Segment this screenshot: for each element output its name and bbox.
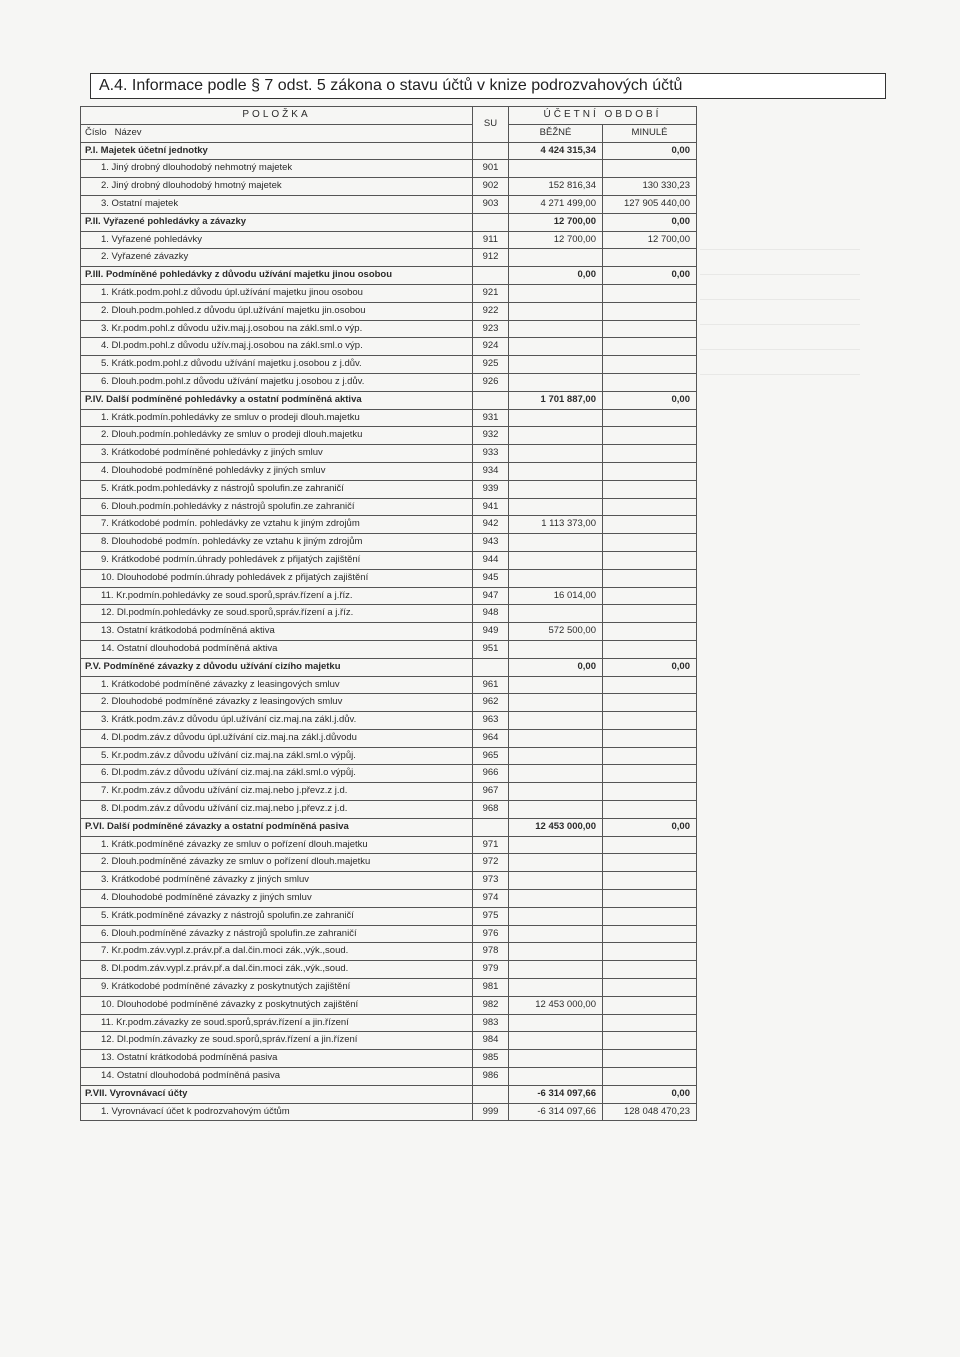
row-minule — [603, 338, 697, 356]
table-row — [81, 961, 697, 979]
header-cislo: Číslo — [85, 126, 107, 138]
row-su: 963 — [473, 712, 509, 730]
row-su: 975 — [473, 907, 509, 925]
row-name: 8. Dl.podm.záv.z důvodu užívání ciz.maj.nebo j.převz.z j.d. — [81, 801, 473, 819]
row-su: 951 — [473, 640, 509, 658]
row-bezne: 12 700,00 — [509, 213, 603, 231]
row-name: P.III. Podmíněné pohledávky z důvodu užívání majetku jinou osobou — [81, 267, 473, 285]
row-bezne: 0,00 — [509, 658, 603, 676]
row-su: 984 — [473, 1032, 509, 1050]
row-bezne — [509, 427, 603, 445]
podrozvaha-table-container — [80, 106, 696, 1121]
table-row — [81, 996, 697, 1014]
row-bezne — [509, 569, 603, 587]
row-minule — [603, 534, 697, 552]
section-row — [81, 142, 697, 160]
table-body — [81, 142, 697, 1121]
row-bezne — [509, 338, 603, 356]
table-row — [81, 1103, 697, 1121]
row-bezne — [509, 783, 603, 801]
table-row — [81, 516, 697, 534]
row-name: 4. Dl.podm.pohl.z důvodu užív.maj.j.osobou na zákl.sml.o výp. — [81, 338, 473, 356]
row-minule — [603, 1014, 697, 1032]
row-bezne: 16 014,00 — [509, 587, 603, 605]
row-bezne: 572 500,00 — [509, 623, 603, 641]
row-bezne: 4 271 499,00 — [509, 195, 603, 213]
row-su: 947 — [473, 587, 509, 605]
row-minule — [603, 783, 697, 801]
row-bezne — [509, 1032, 603, 1050]
row-su: 981 — [473, 979, 509, 997]
row-su: 983 — [473, 1014, 509, 1032]
section-row — [81, 658, 697, 676]
table-row — [81, 160, 697, 178]
table-row — [81, 854, 697, 872]
row-minule — [603, 640, 697, 658]
row-minule — [603, 320, 697, 338]
table-row — [81, 178, 697, 196]
row-bezne — [509, 462, 603, 480]
table-row — [81, 747, 697, 765]
row-minule — [603, 284, 697, 302]
row-name: 6. Dl.podm.záv.z důvodu užívání ciz.maj.na zákl.sml.o výpůj. — [81, 765, 473, 783]
row-su: 986 — [473, 1068, 509, 1086]
table-row — [81, 284, 697, 302]
row-name: 2. Vyřazené závazky — [81, 249, 473, 267]
row-name: 8. Dl.podm.záv.vypl.z.práv.př.a dal.čin.moci zák.,výk.,soud. — [81, 961, 473, 979]
row-minule: 0,00 — [603, 1085, 697, 1103]
row-name: 4. Dlouhodobé podmíněné pohledávky z jiných smluv — [81, 462, 473, 480]
header-obdobi: ÚČETNÍ OBDOBÍ — [509, 107, 697, 125]
row-bezne — [509, 907, 603, 925]
row-su — [473, 391, 509, 409]
row-su: 932 — [473, 427, 509, 445]
row-name: 6. Dlouh.podmín.pohledávky z nástrojů spolufin.ze zahraničí — [81, 498, 473, 516]
row-name: 10. Dlouhodobé podmín.úhrady pohledávek z přijatých zajištění — [81, 569, 473, 587]
row-bezne — [509, 605, 603, 623]
section-title — [90, 73, 886, 99]
row-bezne — [509, 979, 603, 997]
row-bezne — [509, 872, 603, 890]
row-su — [473, 213, 509, 231]
row-su: 999 — [473, 1103, 509, 1121]
row-su — [473, 818, 509, 836]
table-row — [81, 1050, 697, 1068]
row-name: 10. Dlouhodobé podmíněné závazky z poskytnutých zajištění — [81, 996, 473, 1014]
row-su — [473, 142, 509, 160]
row-name: 1. Krátk.podmíněné závazky ze smluv o pořízení dlouh.majetku — [81, 836, 473, 854]
row-su: 962 — [473, 694, 509, 712]
row-minule: 12 700,00 — [603, 231, 697, 249]
row-bezne — [509, 302, 603, 320]
row-su: 923 — [473, 320, 509, 338]
row-su: 921 — [473, 284, 509, 302]
faded-background-text — [700, 225, 860, 1125]
row-name: 14. Ostatní dlouhodobá podmíněná pasiva — [81, 1068, 473, 1086]
row-bezne: -6 314 097,66 — [509, 1085, 603, 1103]
table-row — [81, 783, 697, 801]
row-name: 7. Krátkodobé podmín. pohledávky ze vztahu k jiným zdrojům — [81, 516, 473, 534]
row-minule: 127 905 440,00 — [603, 195, 697, 213]
row-minule: 0,00 — [603, 658, 697, 676]
row-minule — [603, 623, 697, 641]
row-name: 3. Ostatní majetek — [81, 195, 473, 213]
row-su: 982 — [473, 996, 509, 1014]
row-minule — [603, 694, 697, 712]
row-bezne: 12 700,00 — [509, 231, 603, 249]
row-name: 2. Jiný drobný dlouhodobý hmotný majetek — [81, 178, 473, 196]
table-row — [81, 1068, 697, 1086]
row-su: 976 — [473, 925, 509, 943]
row-bezne: 1 113 373,00 — [509, 516, 603, 534]
row-bezne — [509, 498, 603, 516]
table-row — [81, 676, 697, 694]
row-name: 3. Krátkodobé podmíněné závazky z jiných smluv — [81, 872, 473, 890]
table-row — [81, 890, 697, 908]
row-su: 944 — [473, 551, 509, 569]
row-name: 2. Dlouh.podm.pohled.z důvodu úpl.užívání majetku jin.osobou — [81, 302, 473, 320]
row-minule: 0,00 — [603, 818, 697, 836]
row-bezne: 1 701 887,00 — [509, 391, 603, 409]
row-bezne — [509, 356, 603, 374]
row-name: P.I. Majetek účetní jednotky — [81, 142, 473, 160]
row-name: 1. Krátk.podmín.pohledávky ze smluv o prodeji dlouh.majetku — [81, 409, 473, 427]
row-su: 973 — [473, 872, 509, 890]
row-bezne — [509, 747, 603, 765]
row-bezne — [509, 854, 603, 872]
row-name: 1. Jiný drobný dlouhodobý nehmotný majetek — [81, 160, 473, 178]
section-row — [81, 818, 697, 836]
row-name: 7. Kr.podm.záv.vypl.z.práv.př.a dal.čin.moci zák.,výk.,soud. — [81, 943, 473, 961]
section-row — [81, 1085, 697, 1103]
row-su — [473, 1085, 509, 1103]
row-bezne — [509, 409, 603, 427]
row-minule: 0,00 — [603, 391, 697, 409]
row-bezne — [509, 445, 603, 463]
row-minule — [603, 551, 697, 569]
table-row — [81, 694, 697, 712]
row-name: 4. Dlouhodobé podmíněné závazky z jiných smluv — [81, 890, 473, 908]
row-minule — [603, 890, 697, 908]
row-name: 9. Krátkodobé podmín.úhrady pohledávek z přijatých zajištění — [81, 551, 473, 569]
row-name: 14. Ostatní dlouhodobá podmíněná aktiva — [81, 640, 473, 658]
row-su: 922 — [473, 302, 509, 320]
row-minule — [603, 462, 697, 480]
row-minule: 128 048 470,23 — [603, 1103, 697, 1121]
row-name: 13. Ostatní krátkodobá podmíněná pasiva — [81, 1050, 473, 1068]
row-name: 11. Kr.podmín.pohledávky ze soud.sporů,správ.řízení a j.říz. — [81, 587, 473, 605]
row-name: 2. Dlouh.podmín.pohledávky ze smluv o prodeji dlouh.majetku — [81, 427, 473, 445]
row-minule — [603, 249, 697, 267]
row-minule — [603, 676, 697, 694]
table-row — [81, 801, 697, 819]
table-row — [81, 462, 697, 480]
row-minule: 0,00 — [603, 267, 697, 285]
row-minule — [603, 729, 697, 747]
section-row — [81, 267, 697, 285]
row-bezne — [509, 1014, 603, 1032]
row-bezne — [509, 1068, 603, 1086]
row-minule — [603, 907, 697, 925]
row-bezne: -6 314 097,66 — [509, 1103, 603, 1121]
row-minule — [603, 569, 697, 587]
row-su: 985 — [473, 1050, 509, 1068]
table-row — [81, 409, 697, 427]
table-row — [81, 640, 697, 658]
row-minule — [603, 356, 697, 374]
row-name: 1. Krátkodobé podmíněné závazky z leasingových smluv — [81, 676, 473, 694]
row-bezne: 4 424 315,34 — [509, 142, 603, 160]
row-su: 903 — [473, 195, 509, 213]
row-minule — [603, 409, 697, 427]
row-bezne — [509, 890, 603, 908]
row-minule — [603, 925, 697, 943]
row-minule — [603, 765, 697, 783]
table-row — [81, 373, 697, 391]
section-title-text: A.4. Informace podle § 7 odst. 5 zákona o stavu účtů v knize podrozvahových účtů — [99, 77, 683, 94]
row-minule — [603, 712, 697, 730]
row-bezne — [509, 320, 603, 338]
table-row — [81, 249, 697, 267]
row-name: 4. Dl.podm.záv.z důvodu úpl.užívání ciz.maj.na zákl.j.důvodu — [81, 729, 473, 747]
row-minule — [603, 480, 697, 498]
row-su: 926 — [473, 373, 509, 391]
row-su: 925 — [473, 356, 509, 374]
row-minule — [603, 302, 697, 320]
row-bezne — [509, 925, 603, 943]
row-minule — [603, 996, 697, 1014]
table-row — [81, 836, 697, 854]
row-su: 972 — [473, 854, 509, 872]
row-su: 967 — [473, 783, 509, 801]
row-su — [473, 267, 509, 285]
table-row — [81, 551, 697, 569]
row-minule: 0,00 — [603, 142, 697, 160]
row-su: 961 — [473, 676, 509, 694]
row-bezne — [509, 640, 603, 658]
row-su: 966 — [473, 765, 509, 783]
row-su: 931 — [473, 409, 509, 427]
row-su — [473, 658, 509, 676]
row-su: 902 — [473, 178, 509, 196]
row-minule — [603, 1050, 697, 1068]
row-bezne — [509, 480, 603, 498]
row-su: 965 — [473, 747, 509, 765]
row-name: 8. Dlouhodobé podmín. pohledávky ze vztahu k jiným zdrojům — [81, 534, 473, 552]
row-minule — [603, 1032, 697, 1050]
row-su: 939 — [473, 480, 509, 498]
row-su: 933 — [473, 445, 509, 463]
row-name: 3. Kr.podm.pohl.z důvodu uživ.maj.j.osobou na zákl.sml.o výp. — [81, 320, 473, 338]
row-name: 13. Ostatní krátkodobá podmíněná aktiva — [81, 623, 473, 641]
row-su: 971 — [473, 836, 509, 854]
row-bezne — [509, 160, 603, 178]
header-bezne: BĚŽNÉ — [509, 124, 603, 142]
table-row — [81, 195, 697, 213]
row-minule: 0,00 — [603, 213, 697, 231]
row-minule — [603, 587, 697, 605]
row-minule — [603, 943, 697, 961]
row-bezne — [509, 1050, 603, 1068]
row-minule — [603, 1068, 697, 1086]
row-minule — [603, 160, 697, 178]
row-bezne — [509, 694, 603, 712]
row-bezne — [509, 249, 603, 267]
row-su: 912 — [473, 249, 509, 267]
row-minule — [603, 854, 697, 872]
table-row — [81, 979, 697, 997]
table-row — [81, 302, 697, 320]
row-su: 948 — [473, 605, 509, 623]
row-bezne — [509, 961, 603, 979]
table-row — [81, 943, 697, 961]
row-minule — [603, 747, 697, 765]
table-row — [81, 356, 697, 374]
table-row — [81, 1014, 697, 1032]
table-row — [81, 605, 697, 623]
row-minule — [603, 872, 697, 890]
row-su: 979 — [473, 961, 509, 979]
row-bezne — [509, 943, 603, 961]
row-su: 978 — [473, 943, 509, 961]
table-row — [81, 907, 697, 925]
row-minule — [603, 961, 697, 979]
row-minule — [603, 373, 697, 391]
table-row — [81, 427, 697, 445]
row-name: 9. Krátkodobé podmíněné závazky z poskytnutých zajištění — [81, 979, 473, 997]
row-name: 5. Krátk.podm.pohledávky z nástrojů spolufin.ze zahraničí — [81, 480, 473, 498]
podrozvaha-table — [80, 106, 697, 1121]
row-name: 3. Krátkodobé podmíněné pohledávky z jiných smluv — [81, 445, 473, 463]
row-minule — [603, 801, 697, 819]
table-row — [81, 712, 697, 730]
section-row — [81, 391, 697, 409]
header-cislo-nazev — [81, 124, 473, 142]
row-bezne — [509, 534, 603, 552]
row-name: 5. Kr.podm.záv.z důvodu užívání ciz.maj.na zákl.sml.o výpůj. — [81, 747, 473, 765]
row-bezne — [509, 712, 603, 730]
row-minule — [603, 979, 697, 997]
row-su: 943 — [473, 534, 509, 552]
row-minule — [603, 836, 697, 854]
table-row — [81, 925, 697, 943]
table-row — [81, 569, 697, 587]
header-nazev: Název — [114, 126, 142, 138]
table-row — [81, 872, 697, 890]
row-bezne: 12 453 000,00 — [509, 996, 603, 1014]
header-minule: MINULÉ — [603, 124, 697, 142]
row-bezne — [509, 765, 603, 783]
row-name: 11. Kr.podm.závazky ze soud.sporů,správ.řízení a jin.řízení — [81, 1014, 473, 1032]
table-row — [81, 623, 697, 641]
row-name: 5. Krátk.podmíněné závazky z nástrojů spolufin.ze zahraničí — [81, 907, 473, 925]
row-name: 2. Dlouh.podmíněné závazky ze smluv o pořízení dlouh.majetku — [81, 854, 473, 872]
header-polozka: POLOŽKA — [81, 107, 473, 125]
row-su: 968 — [473, 801, 509, 819]
row-su: 964 — [473, 729, 509, 747]
section-row — [81, 213, 697, 231]
row-name: 12. Dl.podmín.pohledávky ze soud.sporů,správ.řízení a j.říz. — [81, 605, 473, 623]
row-name: 1. Vyrovnávací účet k podrozvahovým účtům — [81, 1103, 473, 1121]
row-minule — [603, 445, 697, 463]
row-su: 934 — [473, 462, 509, 480]
row-bezne — [509, 801, 603, 819]
row-su: 974 — [473, 890, 509, 908]
row-bezne — [509, 729, 603, 747]
row-name: P.IV. Další podmíněné pohledávky a ostatní podmíněná aktiva — [81, 391, 473, 409]
table-row — [81, 729, 697, 747]
table-row — [81, 338, 697, 356]
table-row — [81, 498, 697, 516]
row-name: 7. Kr.podm.záv.z důvodu užívání ciz.maj.nebo j.převz.z j.d. — [81, 783, 473, 801]
row-bezne: 0,00 — [509, 267, 603, 285]
row-bezne — [509, 836, 603, 854]
table-row — [81, 587, 697, 605]
row-minule — [603, 498, 697, 516]
row-su: 911 — [473, 231, 509, 249]
row-name: P.VI. Další podmíněné závazky a ostatní podmíněná pasiva — [81, 818, 473, 836]
row-minule — [603, 427, 697, 445]
row-su: 901 — [473, 160, 509, 178]
row-name: P.II. Vyřazené pohledávky a závazky — [81, 213, 473, 231]
table-row — [81, 1032, 697, 1050]
row-bezne — [509, 551, 603, 569]
row-name: 6. Dlouh.podm.pohl.z důvodu užívání majetku j.osobou z j.dův. — [81, 373, 473, 391]
table-row — [81, 534, 697, 552]
row-minule — [603, 516, 697, 534]
row-bezne — [509, 284, 603, 302]
row-name: 1. Krátk.podm.pohl.z důvodu úpl.užívání majetku jinou osobou — [81, 284, 473, 302]
row-bezne: 12 453 000,00 — [509, 818, 603, 836]
row-minule — [603, 605, 697, 623]
row-bezne — [509, 676, 603, 694]
row-su: 942 — [473, 516, 509, 534]
row-name: 6. Dlouh.podmíněné závazky z nástrojů spolufin.ze zahraničí — [81, 925, 473, 943]
row-su: 924 — [473, 338, 509, 356]
row-name: 12. Dl.podmín.závazky ze soud.sporů,správ.řízení a jin.řízení — [81, 1032, 473, 1050]
row-name: 5. Krátk.podm.pohl.z důvodu užívání majetku j.osobou z j.dův. — [81, 356, 473, 374]
row-su: 941 — [473, 498, 509, 516]
table-row — [81, 231, 697, 249]
table-row — [81, 765, 697, 783]
row-minule: 130 330,23 — [603, 178, 697, 196]
row-bezne: 152 816,34 — [509, 178, 603, 196]
table-row — [81, 445, 697, 463]
row-name: P.V. Podmíněné závazky z důvodu užívání cizího majetku — [81, 658, 473, 676]
row-name: P.VII. Vyrovnávací účty — [81, 1085, 473, 1103]
row-bezne — [509, 373, 603, 391]
table-row — [81, 480, 697, 498]
row-su: 949 — [473, 623, 509, 641]
row-name: 3. Krátk.podm.záv.z důvodu úpl.užívání ciz.maj.na zákl.j.dův. — [81, 712, 473, 730]
header-su: SU — [473, 107, 509, 143]
row-name: 2. Dlouhodobé podmíněné závazky z leasingových smluv — [81, 694, 473, 712]
row-su: 945 — [473, 569, 509, 587]
table-row — [81, 320, 697, 338]
row-name: 1. Vyřazené pohledávky — [81, 231, 473, 249]
